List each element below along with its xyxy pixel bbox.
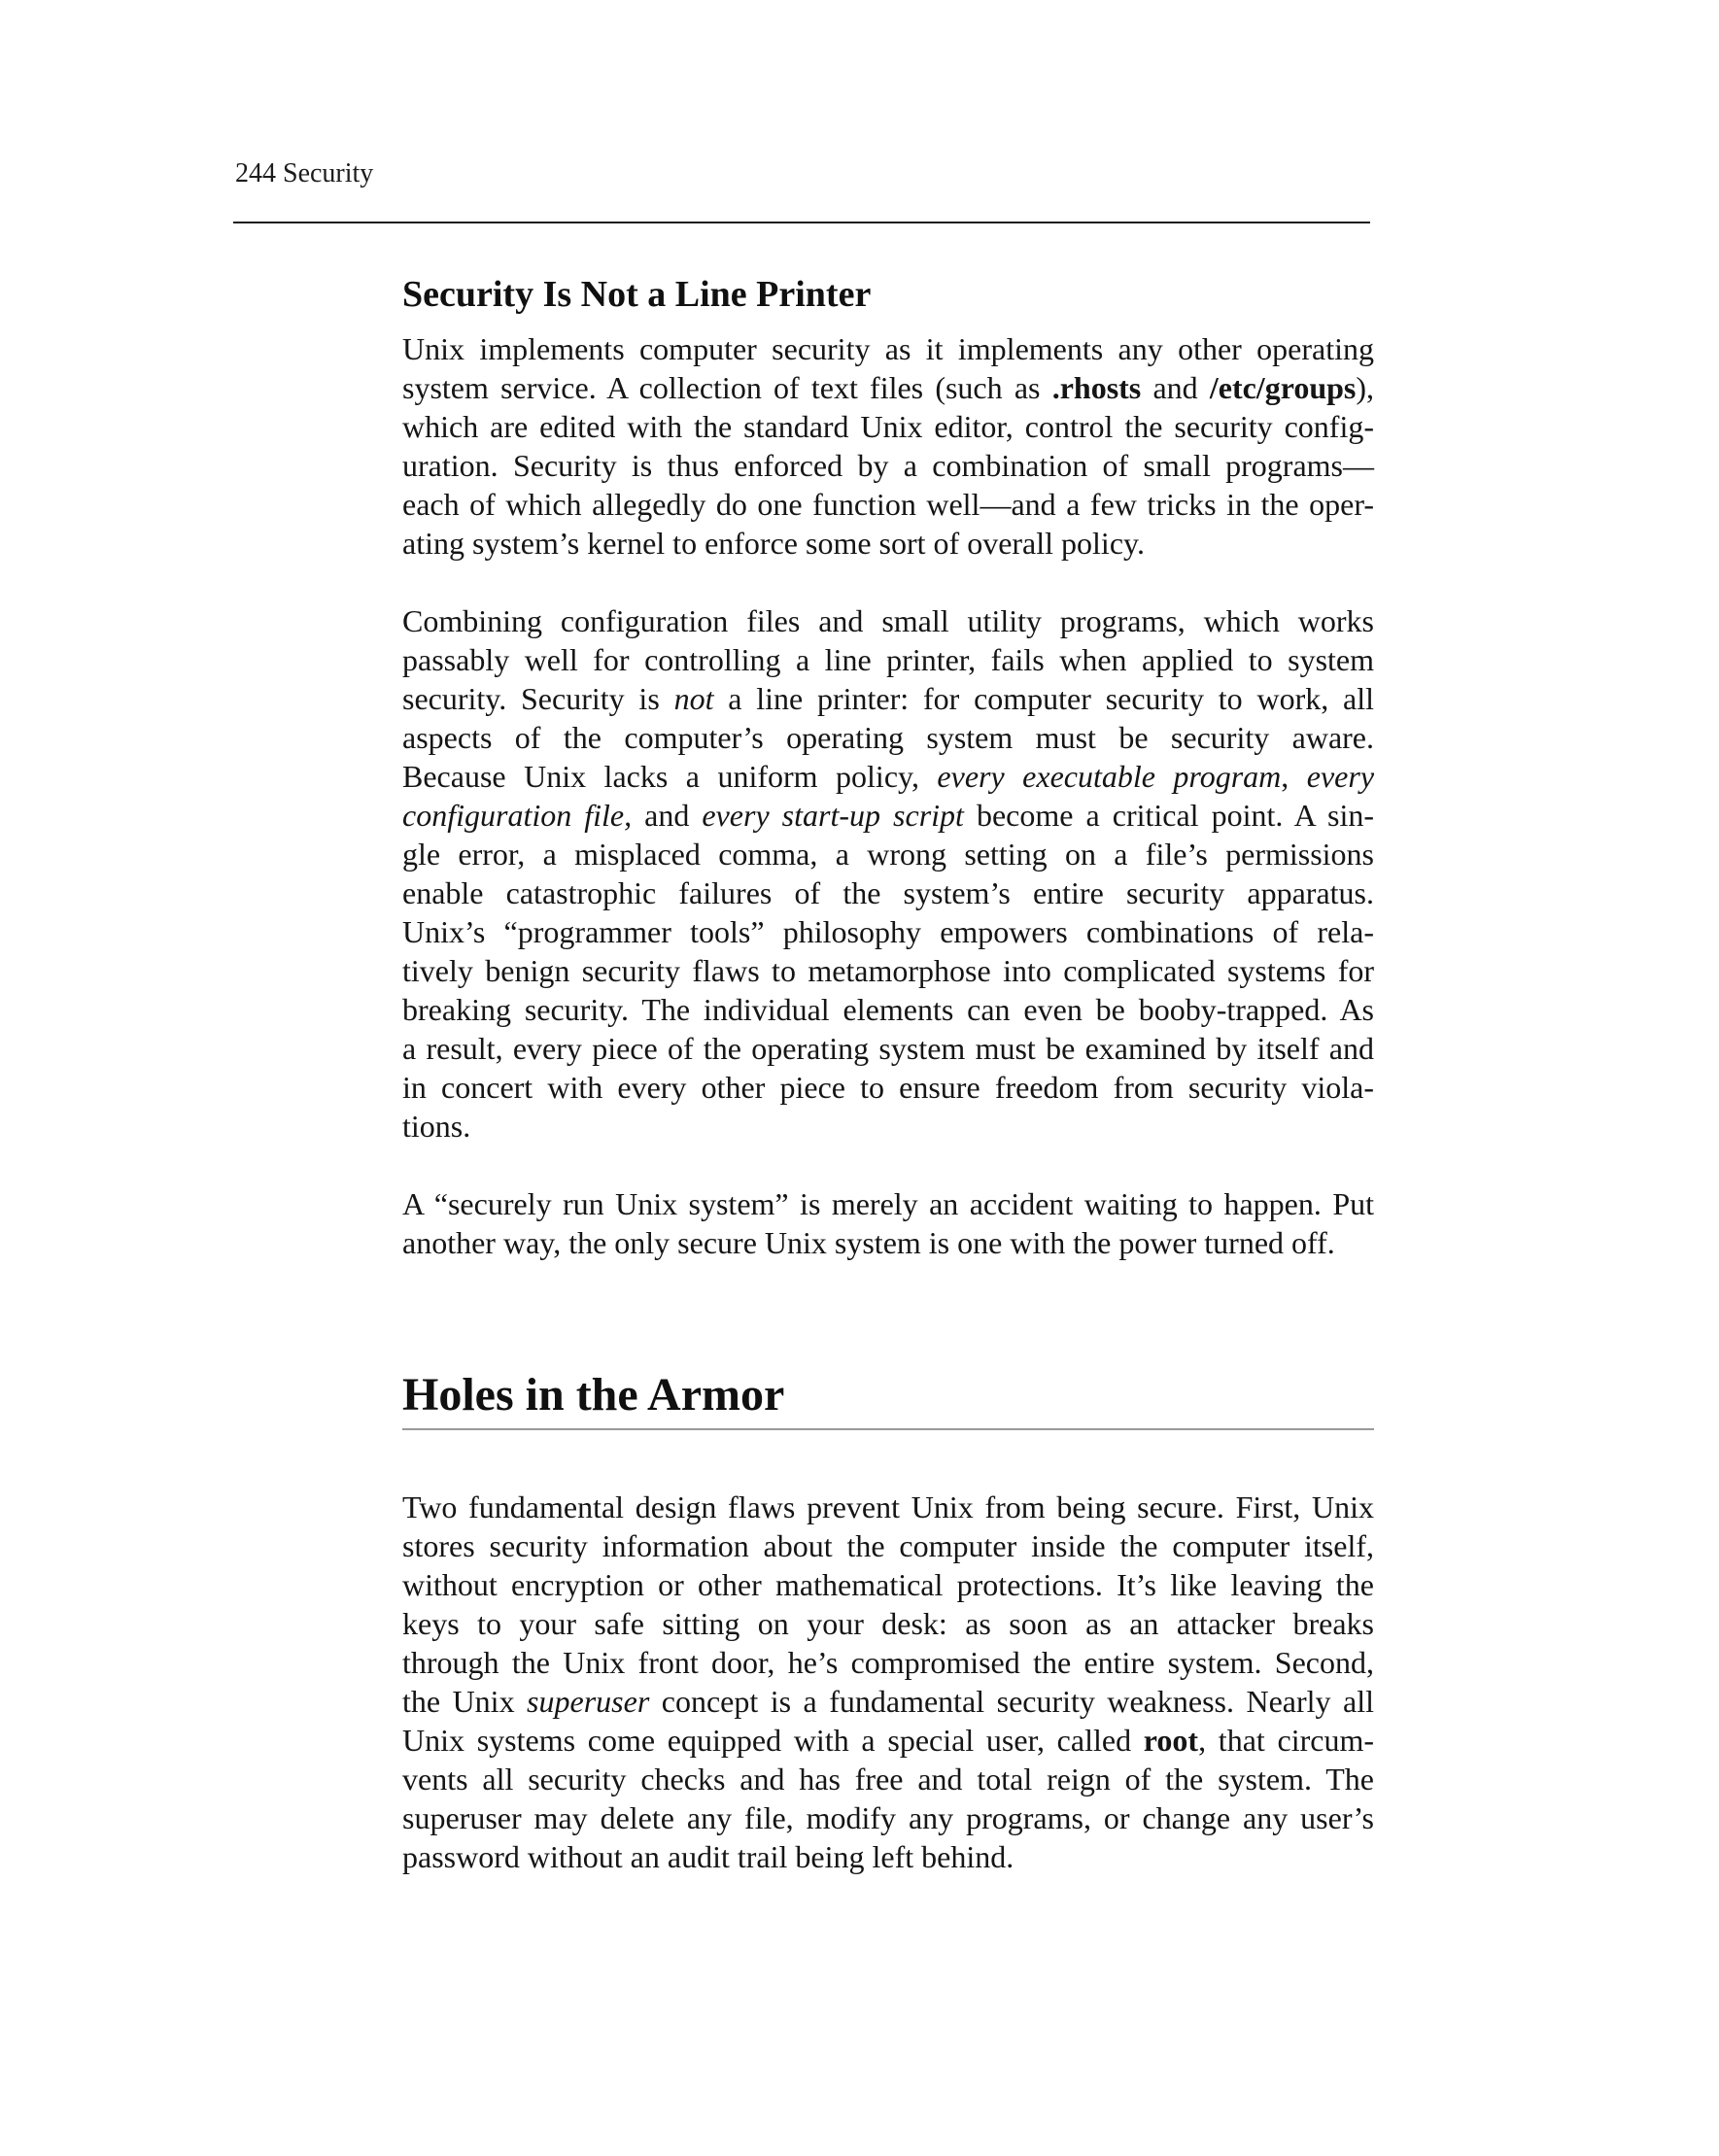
text-line: without encryption or other mathematical protections. It’s like leaving the — [402, 1567, 1374, 1602]
text-line: aspects of the computer’s operating system must be security aware. — [402, 720, 1374, 755]
section-body-holes — [402, 1488, 1374, 1876]
header-rule — [233, 222, 1370, 223]
text-line: superuser may delete any file, modify any programs, or change any user’s — [402, 1800, 1374, 1835]
chapter-heading-holes-in-the-armor: Holes in the Armor — [402, 1369, 785, 1420]
section-title-security-is-not-a-line-printer: Security Is Not a Line Printer — [402, 274, 872, 315]
heading-rule — [402, 1428, 1374, 1430]
text-line: each of which allegedly do one function well—and a few tricks in the oper- — [402, 487, 1374, 522]
text-line: the Unix superuser concept is a fundamental security weakness. Nearly all — [402, 1684, 1375, 1719]
paragraph — [402, 601, 1374, 1146]
text-line: in concert with every other piece to ensure freedom from security viola- — [402, 1070, 1374, 1105]
text-line: Unix’s “programmer tools” philosophy empowers combinations of rela- — [402, 914, 1374, 949]
text-line: Because Unix lacks a uniform policy, every executable program, every — [402, 759, 1375, 794]
text-line: through the Unix front door, he’s compromised the entire system. Second, — [402, 1645, 1374, 1680]
text-line: Unix implements computer security as it implements any other operating — [402, 331, 1374, 366]
text-line: enable catastrophic failures of the system’s entire security apparatus. — [402, 875, 1374, 910]
text-line: gle error, a misplaced comma, a wrong setting on a file’s permissions — [402, 837, 1374, 872]
text-line: another way, the only secure Unix system is one with the power turned off. — [402, 1225, 1335, 1260]
text-line: tively benign security flaws to metamorphose into complicated systems for — [402, 953, 1374, 988]
text-line: which are edited with the standard Unix editor, control the security config- — [402, 409, 1374, 444]
text-line: keys to your safe sitting on your desk: as soon as an attacker breaks — [402, 1606, 1374, 1641]
text-line: configuration file, and every start-up script become a critical point. A sin- — [402, 798, 1375, 833]
text-column — [402, 272, 1374, 1876]
text-line: uration. Security is thus enforced by a combination of small programs— — [402, 448, 1374, 483]
section-body-security — [402, 329, 1374, 1262]
text-line: Two fundamental design flaws prevent Unix from being secure. First, Unix — [402, 1489, 1374, 1524]
text-line: security. Security is not a line printer: for computer security to work, all — [402, 681, 1374, 716]
text-line: breaking security. The individual elements can even be booby-trapped. As — [402, 992, 1374, 1027]
text-line: A “securely run Unix system” is merely an accident waiting to happen. Put — [402, 1186, 1374, 1221]
text-line: tions. — [402, 1109, 471, 1144]
text-line: vents all security checks and has free and total reign of the system. The — [402, 1762, 1374, 1797]
text-line: Combining configuration files and small utility programs, which works — [402, 603, 1374, 638]
paragraph — [402, 1184, 1374, 1262]
text-line: stores security information about the computer inside the computer itself, — [402, 1528, 1374, 1563]
text-line: password without an audit trail being left behind. — [402, 1839, 1014, 1874]
running-header: 244 Security — [235, 158, 374, 188]
paragraph — [402, 329, 1374, 563]
paragraph — [402, 1488, 1374, 1876]
text-line: ating system’s kernel to enforce some sort of overall policy. — [402, 526, 1145, 561]
text-line: passably well for controlling a line printer, fails when applied to system — [402, 642, 1374, 677]
text-line: Unix systems come equipped with a special user, called root, that circum- — [402, 1723, 1375, 1758]
text-line: system service. A collection of text files (such as .rhosts and /etc/groups), — [402, 370, 1375, 405]
text-line: a result, every piece of the operating system must be examined by itself and — [402, 1031, 1374, 1066]
